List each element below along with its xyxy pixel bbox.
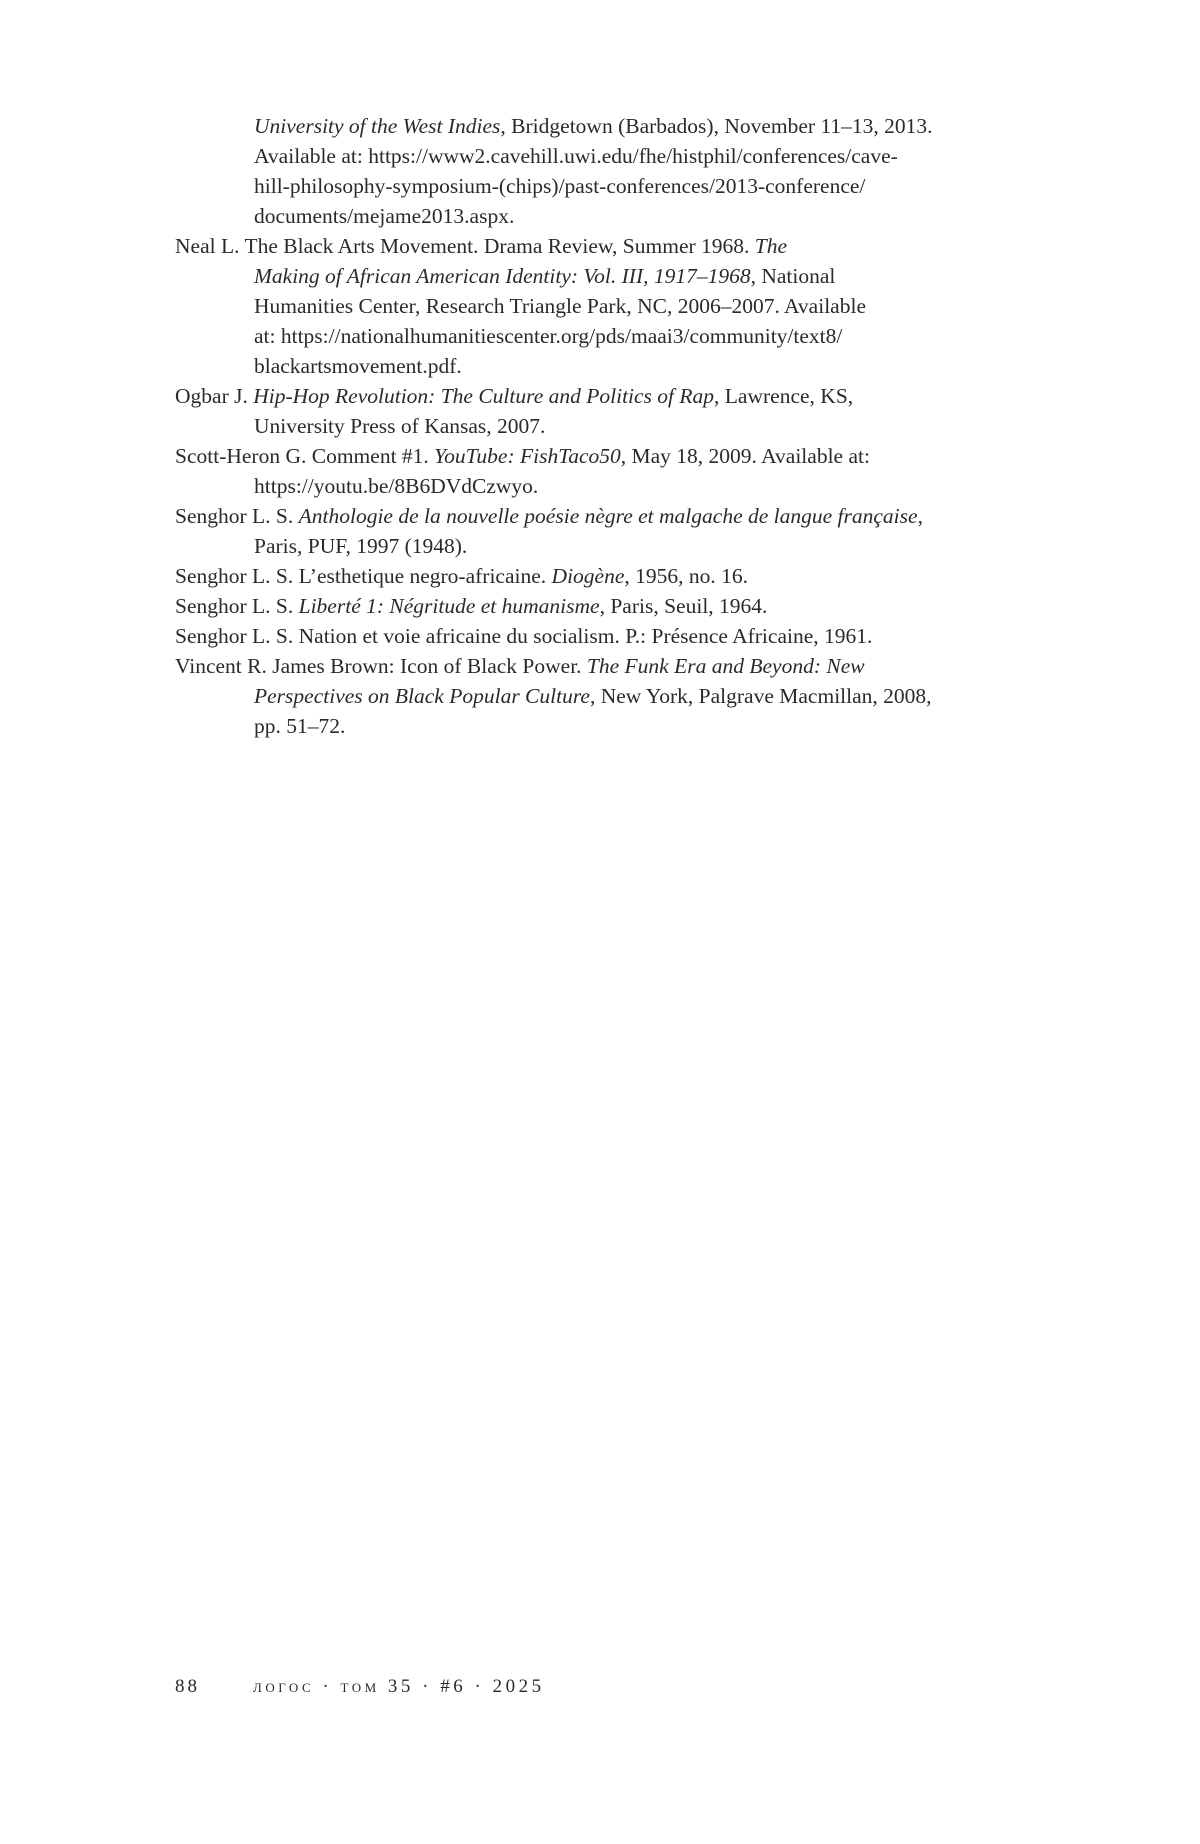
reference-line (175, 711, 1075, 741)
reference-entry (175, 591, 1075, 621)
reference-line (175, 381, 1075, 411)
reference-text: Senghor L. S. (175, 594, 299, 618)
reference-title-italic: Liberté 1: Négritude et humanisme (298, 594, 600, 618)
reference-text: Senghor L. S. (175, 504, 299, 528)
reference-text: Paris, PUF, 1997 (1948). (254, 534, 468, 558)
reference-line (175, 501, 1075, 531)
reference-entry (175, 651, 1075, 741)
reference-title-italic: YouTube: FishTaco50 (434, 444, 621, 468)
reference-line (175, 441, 1075, 471)
reference-entry (175, 381, 1075, 441)
reference-title-italic: The Funk Era and Beyond: New (586, 654, 865, 678)
reference-title-italic: Anthologie de la nouvelle poésie nègre et malgache de langue française (298, 504, 918, 528)
reference-line (175, 651, 1075, 681)
reference-text: , (917, 504, 923, 528)
reference-text: Ogbar J. (175, 384, 254, 408)
page-number: 88 (175, 1676, 200, 1697)
reference-text: pp. 51–72. (254, 714, 346, 738)
reference-text: Senghor L. S. L’esthetique negro-africaine. (175, 564, 552, 588)
reference-list (175, 111, 1075, 741)
reference-line (175, 561, 1075, 591)
reference-text: blackartsmovement.pdf. (254, 354, 462, 378)
reference-text: https://youtu.be/8B6DVdCzwyo. (254, 474, 539, 498)
reference-line (175, 351, 1075, 381)
reference-line (175, 291, 1075, 321)
reference-entry (175, 111, 1075, 231)
reference-line (175, 171, 1075, 201)
reference-text: , Bridgetown (Barbados), November 11–13, 2013. (500, 114, 933, 138)
reference-line (175, 591, 1075, 621)
reference-text: at: https://nationalhumanitiescenter.org/pds/maai3/community/text8/ (254, 324, 843, 348)
reference-entry (175, 621, 1075, 651)
reference-text: Senghor L. S. Nation et voie africaine du socialism. P.: Présence Africaine, 1961. (175, 624, 873, 648)
reference-text: , May 18, 2009. Available at: (620, 444, 870, 468)
reference-line (175, 531, 1075, 561)
reference-line (175, 201, 1075, 231)
reference-line (175, 141, 1075, 171)
reference-line (175, 471, 1075, 501)
reference-entry (175, 561, 1075, 591)
reference-text: , National (750, 264, 836, 288)
reference-line (175, 411, 1075, 441)
reference-line (175, 111, 1075, 141)
reference-text: University Press of Kansas, 2007. (254, 414, 546, 438)
reference-title-italic: University of the West Indies (254, 114, 501, 138)
reference-text: , New York, Palgrave Macmillan, 2008, (589, 684, 932, 708)
reference-text: Available at: https://www2.cavehill.uwi.edu/fhe/histphil/conferences/cave- (254, 144, 898, 168)
reference-title-italic: Diogène (551, 564, 625, 588)
reference-line (175, 261, 1075, 291)
reference-text: Neal L. The Black Arts Movement. Drama Review, Summer 1968. (175, 234, 755, 258)
reference-text: Vincent R. James Brown: Icon of Black Power. (175, 654, 587, 678)
reference-title-italic: Making of African American Identity: Vol. III, 1917–1968 (254, 264, 751, 288)
reference-line (175, 621, 1075, 651)
reference-text: Scott-Heron G. Comment #1. (175, 444, 435, 468)
reference-title-italic: Hip-Hop Revolution: The Culture and Politics of Rap (253, 384, 715, 408)
reference-entry (175, 441, 1075, 501)
reference-text: , Paris, Seuil, 1964. (599, 594, 768, 618)
reference-title-italic: The (754, 234, 788, 258)
reference-title-italic: Perspectives on Black Popular Culture (254, 684, 590, 708)
journal-running-footer: логос · том 35 · #6 · 2025 (253, 1676, 545, 1697)
reference-text: hill-philosophy-symposium-(chips)/past-conferences/2013-conference/ (254, 174, 866, 198)
reference-line (175, 321, 1075, 351)
page-footer (175, 1676, 545, 1698)
reference-entry (175, 231, 1075, 381)
reference-text: , 1956, no. 16. (624, 564, 749, 588)
reference-text: , Lawrence, KS, (714, 384, 854, 408)
reference-line (175, 681, 1075, 711)
reference-entry (175, 501, 1075, 561)
reference-line (175, 231, 1075, 261)
reference-text: documents/mejame2013.aspx. (254, 204, 515, 228)
reference-text: Humanities Center, Research Triangle Park, NC, 2006–2007. Available (254, 294, 866, 318)
